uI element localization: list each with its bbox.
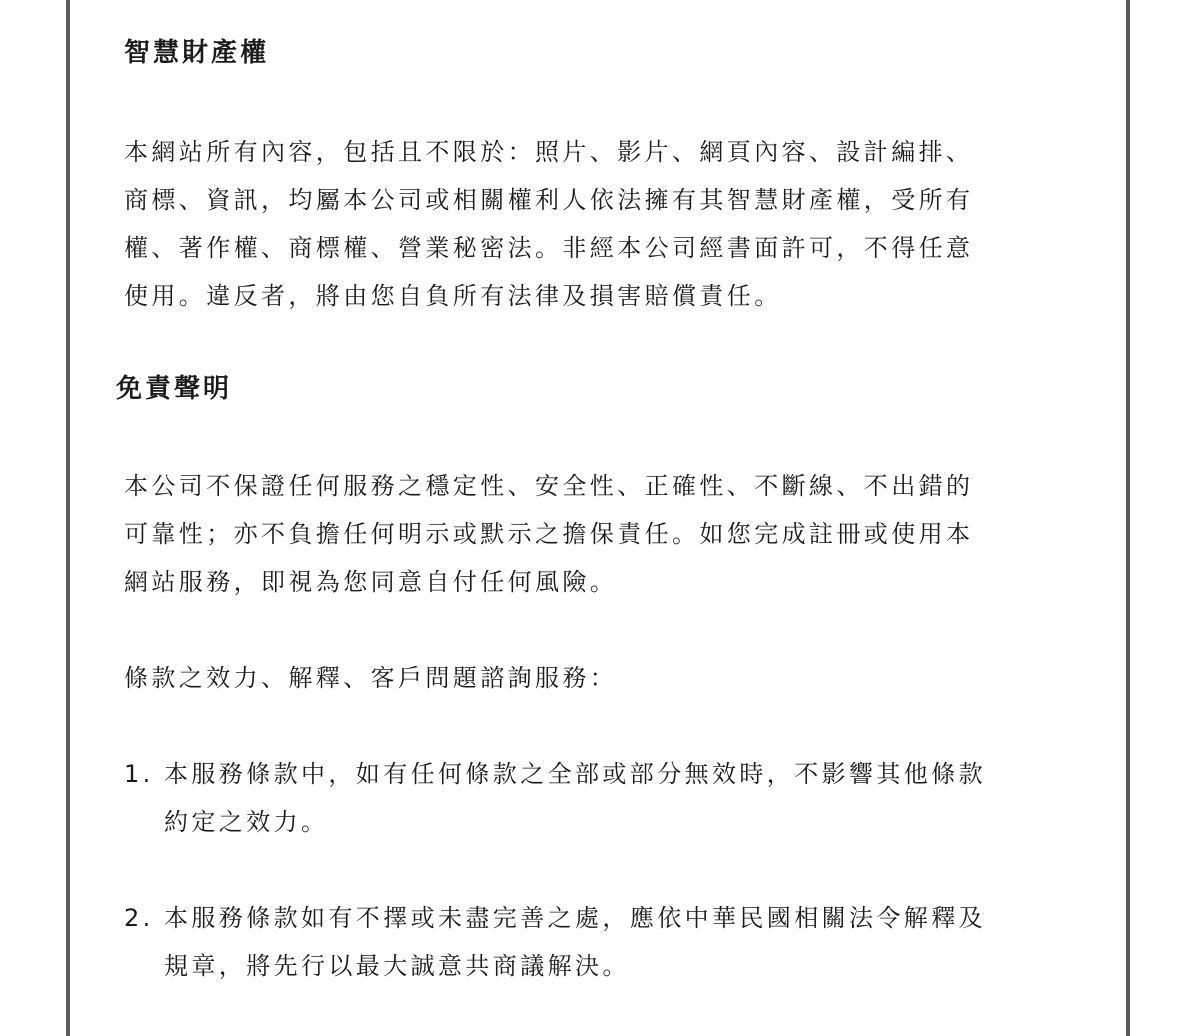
disclaimer-line-1: 本公司不保證任何服務之穩定性、安全性、正確性、不斷線、不出錯的 (124, 472, 974, 500)
disclaimer-paragraph (124, 462, 1084, 606)
terms-item-1-line-2: 約定之效力。 (164, 808, 329, 836)
terms-item-2-number: 2. (124, 904, 154, 932)
disclaimer-line-2: 可靠性；亦不負擔任何明示或默示之擔保責任。如您完成註冊或使用本 (124, 520, 974, 548)
terms-item-1-number: 1. (124, 760, 154, 788)
ip-line-2: 商標、資訊，均屬本公司或相關權利人依法擁有其智慧財產權，受所有 (124, 186, 974, 214)
terms-item-2 (124, 894, 1084, 990)
disclaimer-heading: 免責聲明 (116, 374, 233, 404)
ip-heading: 智慧財產權 (124, 38, 270, 68)
terms-item-1-line-1: 本服務條款中，如有任何條款之全部或部分無效時，不影響其他條款 (164, 760, 986, 788)
terms-intro (124, 654, 1084, 702)
terms-item-2-line-1: 本服務條款如有不擇或未盡完善之處，應依中華民國相關法令解釋及 (164, 904, 986, 932)
ip-paragraph (124, 128, 1084, 320)
terms-item-2-line-2: 規章，將先行以最大誠意共商議解決。 (164, 952, 630, 980)
terms-intro-text: 條款之效力、解釋、客戶問題諮詢服務： (124, 664, 618, 692)
disclaimer-line-3: 網站服務，即視為您同意自付任何風險。 (124, 568, 618, 596)
ip-line-1: 本網站所有內容，包括且不限於：照片、影片、網頁內容、設計編排、 (124, 138, 974, 166)
terms-item-1-body (164, 750, 1084, 846)
ip-line-3: 權、著作權、商標權、營業秘密法。非經本公司經書面許可，不得任意 (124, 234, 974, 262)
terms-item-1 (124, 750, 1084, 846)
terms-item-2-body (164, 894, 1084, 990)
ip-line-4: 使用。違反者，將由您自負所有法律及損害賠償責任。 (124, 282, 782, 310)
